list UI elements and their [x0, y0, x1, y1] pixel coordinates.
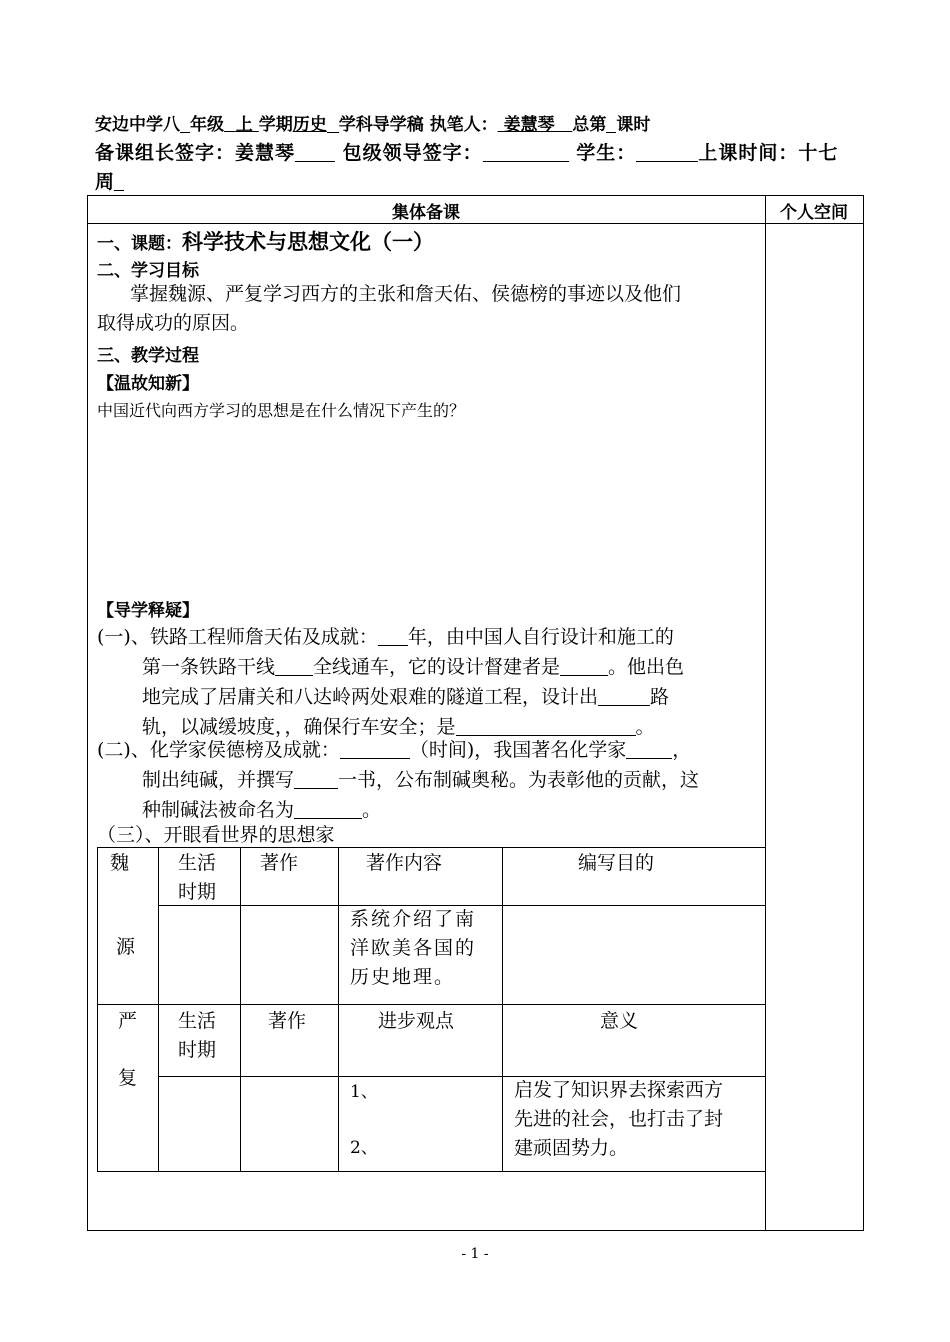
guide-heading: 【导学释疑】 — [97, 601, 199, 621]
column-header-main: 集体备课 — [392, 203, 460, 223]
yan-col-period: 生活 时期 — [178, 1010, 217, 1061]
review-question: 中国近代向西方学习的思想是在什么情况下产生的？ — [97, 401, 466, 420]
topic-title: 科学技术与思想文化（一） — [182, 230, 434, 254]
page-number: - 1 - — [461, 1246, 489, 1262]
inner-col-0 — [97, 847, 98, 1171]
supervisor-label: 包级领导签字： — [342, 142, 483, 164]
yan-view-2: 2、 — [350, 1138, 378, 1158]
yan-col-views: 进步观点 — [378, 1010, 455, 1032]
method-blank — [294, 799, 362, 819]
yan-view-1: 1、 — [350, 1082, 378, 1102]
grade-suffix: 年级 — [190, 115, 224, 135]
yan-name-2: 复 — [118, 1067, 138, 1089]
wei-col-content: 著作内容 — [366, 852, 443, 874]
inner-col-4 — [502, 847, 503, 1171]
track-blank — [598, 686, 650, 706]
author-label: 执笔人： — [429, 115, 498, 135]
table-right-border — [863, 195, 864, 1230]
paragraph-thinkers: （三）、开眼看世界的思想家 — [97, 824, 335, 846]
inner-col-3 — [338, 847, 339, 1171]
yan-meaning-text: 启发了知识界去探索西方 先进的社会，也打击了封 建顽固势力。 — [514, 1079, 724, 1159]
process-heading: 三、教学过程 — [97, 346, 199, 366]
doc-type: 学科导学稿 — [338, 115, 424, 135]
wei-col-purpose: 编写目的 — [578, 852, 655, 874]
railway-blank — [275, 656, 313, 676]
designer-blank — [560, 656, 608, 676]
wei-name-1: 魏 — [110, 852, 130, 874]
subject: 历史 — [292, 115, 327, 135]
leader-label: 备课组长签字： — [95, 142, 236, 164]
book-blank — [294, 769, 338, 789]
term-suffix: 学期 — [258, 115, 293, 135]
wei-name-2: 源 — [116, 936, 136, 958]
goals-line-1: 掌握魏源、严复学习西方的主张和詹天佑、侯德榜的事迹以及他们 — [130, 283, 682, 305]
paragraph-zhan-tianyou: (一)、铁路工程师詹天佑及成就： 年，由中国人自行设计和施工的 第一条铁路干线 全线通车，它的设计督建者是 。他出色 地完成了居庸关和八达岭两处艰难的隧道工程，设计出 路 轨，以减缓坡度，，确保行车安全；是 。 — [97, 626, 685, 738]
table-header-border — [87, 223, 864, 224]
table-divider — [765, 195, 766, 1230]
time-label: 上课时间：十七 — [698, 142, 839, 164]
inner-col-1 — [158, 847, 159, 1171]
column-header-side: 个人空间 — [780, 203, 848, 223]
wei-col-period: 生活 时期 — [178, 852, 217, 903]
yan-name-1: 严 — [118, 1010, 138, 1032]
chemist-blank — [626, 739, 672, 759]
topic-heading — [97, 226, 434, 256]
lesson-suffix: 课时 — [616, 115, 651, 135]
wei-content-text: 系统介绍了南 洋欧美各国的 历史地理。 — [350, 908, 477, 988]
table-left-border — [87, 195, 88, 1230]
student-blank — [636, 142, 698, 162]
inner-col-2 — [240, 847, 241, 1171]
header-line-2 — [95, 138, 838, 165]
time-blank — [340, 739, 410, 759]
author-name: 姜慧琴 — [503, 115, 555, 135]
total-label: 总第 — [572, 115, 607, 135]
supervisor-sign-blank — [483, 142, 569, 162]
table-top-border — [87, 195, 864, 196]
leader-name: 姜慧琴 — [235, 142, 296, 164]
school-name: 安边中学八 — [95, 115, 180, 135]
header-line-3 — [95, 167, 124, 194]
inner-table-bottom — [97, 1171, 765, 1172]
year-blank — [378, 626, 408, 646]
significance-blank — [456, 716, 636, 736]
topic-label: 一、课题： — [97, 234, 182, 254]
inner-table-top — [97, 847, 765, 848]
inner-mid-border — [97, 1004, 765, 1005]
header-line-1 — [95, 110, 650, 135]
table-bottom-border — [87, 1230, 864, 1231]
student-label: 学生： — [576, 142, 637, 164]
review-heading: 【温故知新】 — [97, 374, 199, 394]
term: 上 — [235, 115, 253, 135]
wei-col-works: 著作 — [260, 852, 299, 874]
yan-col-works: 著作 — [268, 1010, 307, 1032]
week-label: 周 — [95, 171, 115, 193]
goals-line-2: 取得成功的原因。 — [97, 312, 250, 334]
paragraph-hou-debang: (二)、化学家侯德榜及成就： （时间)，我国著名化学家 ， 制出纯碱，并撰写 一书，公布制碱奥秘。为表彰他的贡献，这 种制碱法被命名为 。 — [97, 739, 700, 821]
goals-heading: 二、学习目标 — [97, 261, 199, 281]
goals-text — [97, 280, 762, 338]
yan-col-meaning: 意义 — [600, 1010, 639, 1032]
